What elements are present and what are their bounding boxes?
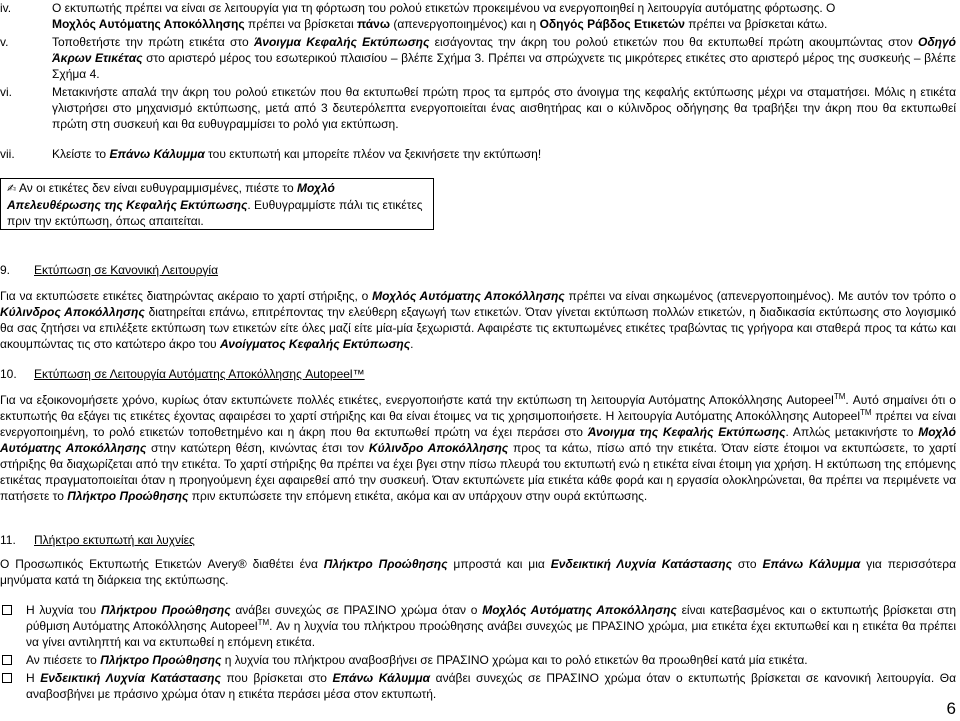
alignment-note-box: ✍ Αν οι ετικέτες δεν είναι ευθυγραμμισμένες, πιέστε το Μοχλό Απελευθέρωσης της Κεφαλής Εκτύπωσης. Ευθυγραμμίστε πάλι τις ετικέτες πριν την εκτύπωση, όπως απαιτείται. bbox=[0, 178, 434, 230]
lever-term: Μοχλός Αυτόματης Αποκόλλησης bbox=[52, 17, 245, 31]
list-number: v. bbox=[0, 35, 9, 49]
section-9-heading: 9. Εκτύπωση σε Κανονική Λειτουργία bbox=[0, 263, 219, 277]
list-number: vii. bbox=[0, 147, 15, 161]
list-item-vi bbox=[0, 84, 956, 132]
section-9-paragraph: Για να εκτυπώσετε ετικέτες διατηρώντας ακέραιο το χαρτί στήριξης, ο Μοχλός Αυτόματης Αποκόλλησης πρέπει να είναι σηκωμένος (απενεργοποιημένος). Με αυτόν τον τρόπο ο Κύλινδρος Αποκόλλησης διατηρείται επάνω, επιτρέποντας την ελεύθερη εξαγωγή των ετικετών. Όταν γίνεται εκτύπωση πολλών ετικετών, η διαδικασία εκτύπωσης στο λογισμικό θα σας ζητήσει να επιλέξετε εκτύπωση των ετικετών είτε όλες μαζί είτε μία-μία ξεχωριστά. Αφαιρέστε τις εκτυπωμένες ετικέτες τραβώντας τις γρήγορα και σταθερά προς τα κάτω και ακουμπώντας τις στο κατώτερο άκρο του Ανοίγματος Κεφαλής Εκτύπωσης. bbox=[0, 289, 957, 351]
section-11-paragraph: Ο Προσωπικός Εκτυπωτής Ετικετών Avery® διαθέτει ένα Πλήκτρο Προώθησης μπροστά και μια Ενδεικτική Λυχνία Κατάστασης στο Επάνω Κάλυμμα για περισσότερα μηνύματα κατά τη διάρκεια της εκτύπωσης. bbox=[0, 557, 957, 587]
list-number: iv. bbox=[0, 1, 12, 15]
section-10-paragraph: Για να εξοικονομήσετε χρόνο, κυρίως όταν εκτυπώνετε πολλές ετικέτες, ενεργοποιήστε κατά την εκτύπωση τη λειτουργία Αυτόματης Αποκόλλησης Autopeel™. Αυτό σημαίνει ότι ο εκτυπωτής θα εξάγει τις ετικέτες έχοντας αφαιρέσει το χαρτί στήριξης και θα είναι έτοιμες να τις χρησιμοποιήσετε. Η λειτουργία Αυτόματης Αποκόλλησης Autopeel™ πρέπει να είναι ενεργοποιημένη, το ρολό ετικετών τοποθετημένο και η άκρη που θα εκτυπωθεί πρώτη να έχει περάσει στο Άνοιγμα της Κεφαλής Εκτύπωσης. Απλώς μετακινήστε το Μοχλό Αυτόματης Αποκόλλησης στην κατώτερη θέση, κινώντας έτσι τον Κύλινδρο Αποκόλλησης προς τα κάτω, πίσω από την ετικέτα. Όταν είστε έτοιμοι να εκτυπώσετε, το χαρτί στήριξης θα διαχωρίζεται από την ετικέτα. Το χαρτί στήριξης θα πρέπει να έχει βγει στην πίσω πλευρά του εκτυπωτή ενώ η ετικέτα είναι έτοιμη για χρήση. Η εκτύπωση της επόμενης ετικέτας πραγματοποιείται όταν η προηγούμενη έχει αφαιρεθεί από την συσκευή. Όταν εκτυπώνετε μία ετικέτα κάθε φορά και η εργασία ολοκληρώνεται, θα πρέπει να περιμένετε να πατήσετε το Πλήκτρο Προώθησης πριν εκτυπώσετε την επόμενη ετικέτα, ακόμα και αν υπάρχουν στην ουρά εκτύπωσης. bbox=[0, 392, 957, 503]
page-number: 6 bbox=[946, 699, 956, 718]
section-11-heading: 11. Πλήκτρο εκτυπωτή και λυχνίες bbox=[0, 533, 195, 547]
item-iv-line1: Ο εκτυπωτής πρέπει να είναι σε λειτουργία για τη φόρτωση του ρολού ετικετών προκειμένου να ενεργοποιηθεί η λειτουργία αυτόματης φόρτωσης. Ο bbox=[52, 1, 836, 15]
checkbox-bullet-icon bbox=[0, 670, 26, 686]
checkbox-bullet-icon bbox=[0, 602, 26, 618]
list-number: vi. bbox=[0, 85, 12, 99]
list-item: Η λυχνία του Πλήκτρου Προώθησης ανάβει συνεχώς σε ΠΡΑΣΙΝΟ χρώμα όταν ο Μοχλός Αυτόματης Αποκόλλησης είναι κατεβασμένος και ο εκτυπωτής βρίσκεται στη ρύθμιση Αυτόματης Αποκόλλησης Autopeel™. Αν η λυχνία του πλήκτρου προώθησης ανάβει συνεχώς με ΠΡΑΣΙΝΟ χρώμα, μια ετικέτα έχει εκτυπωθεί και η ετικέτα θα πρέπει να γίνει αντιληπτή και να εκτυπωθεί η επόμενη ετικέτα. bbox=[0, 602, 956, 650]
item-vii-text: Κλείστε το Επάνω Κάλυμμα του εκτυπωτή και μπορείτε πλέον να ξεκινήσετε την εκτύπωση! bbox=[52, 147, 542, 161]
list-item-v bbox=[0, 34, 956, 82]
list-item-iv: iv. Ο εκτυπωτής πρέπει να είναι σε λειτουργία για τη φόρτωση του ρολού ετικετών προκειμένου να ενεργοποιηθεί η λειτουργία αυτόματης φόρτωσης. Ο Μοχλός Αυτόματης Αποκόλλησης πρέπει να βρίσκεται πάνω (απενεργοποιημένος) και η Οδηγός Ράβδος Ετικετών πρέπει να βρίσκεται κάτω. bbox=[0, 0, 956, 32]
section-10-heading: 10. Εκτύπωση σε Λειτουργία Αυτόματης Αποκόλλησης Autopeel™ bbox=[0, 367, 365, 381]
item-vi-text: Μετακινήστε απαλά την άκρη του ρολού ετικετών που θα εκτυπωθεί πρώτη προς τα εμπρός στο άνοιγμα της κεφαλής εκτύπωσης μέχρι να σταματήσει. Μόλις η ετικέτα γλιστρήσει στο μηχανισμό εκτύπωσης, μετά από 3 δευτερόλεπτα ενεργοποιείται ένας αισθητήρας και ο κύλινδρος οδήγησης θα τραβήξει την άκρη που θα εκτυπωθεί πρώτη στη συσκευή και θα ευθυγραμμίσει το ρολό για εκτύπωση. bbox=[52, 85, 956, 131]
list-item-vii bbox=[0, 146, 956, 162]
checkbox-bullet-icon bbox=[0, 652, 26, 668]
item-v-text: Τοποθετήστε την πρώτη ετικέτα στο Άνοιγμα Κεφαλής Εκτύπωσης εισάγοντας την άκρη του ρολού ετικετών που θα εκτυπωθεί πρώτη ακουμπώντας στον Οδηγό Άκρων Ετικέτας στο αριστερό μέρος του εσωτερικού πλαισίου – βλέπε Σχήμα 3. Πρέπει να σπρώχνετε τις μικρότερες ετικέτες στο αριστερό μέρος της συσκευής – βλέπε Σχήμα 4. bbox=[52, 35, 956, 81]
list-item: Η Ενδεικτική Λυχνία Κατάστασης που βρίσκεται στο Επάνω Κάλυμμα ανάβει συνεχώς σε ΠΡΑΣΙΝΟ χρώμα όταν ο εκτυπωτής βρίσκεται σε κανονική λειτουργία. Θα αναβοσβήνει με πράσινο χρώμα όταν η ετικέτα περάσει μέσα στον εκτυπωτή. bbox=[0, 670, 956, 702]
list-item: Αν πιέσετε το Πλήκτρο Προώθησης η λυχνία του πλήκτρου αναβοσβήνει σε ΠΡΑΣΙΝΟ χρώμα και το ρολό ετικετών θα προωθηθεί κατά μία ετικέτα. bbox=[0, 652, 956, 668]
pencil-icon: ✍ bbox=[7, 183, 17, 195]
